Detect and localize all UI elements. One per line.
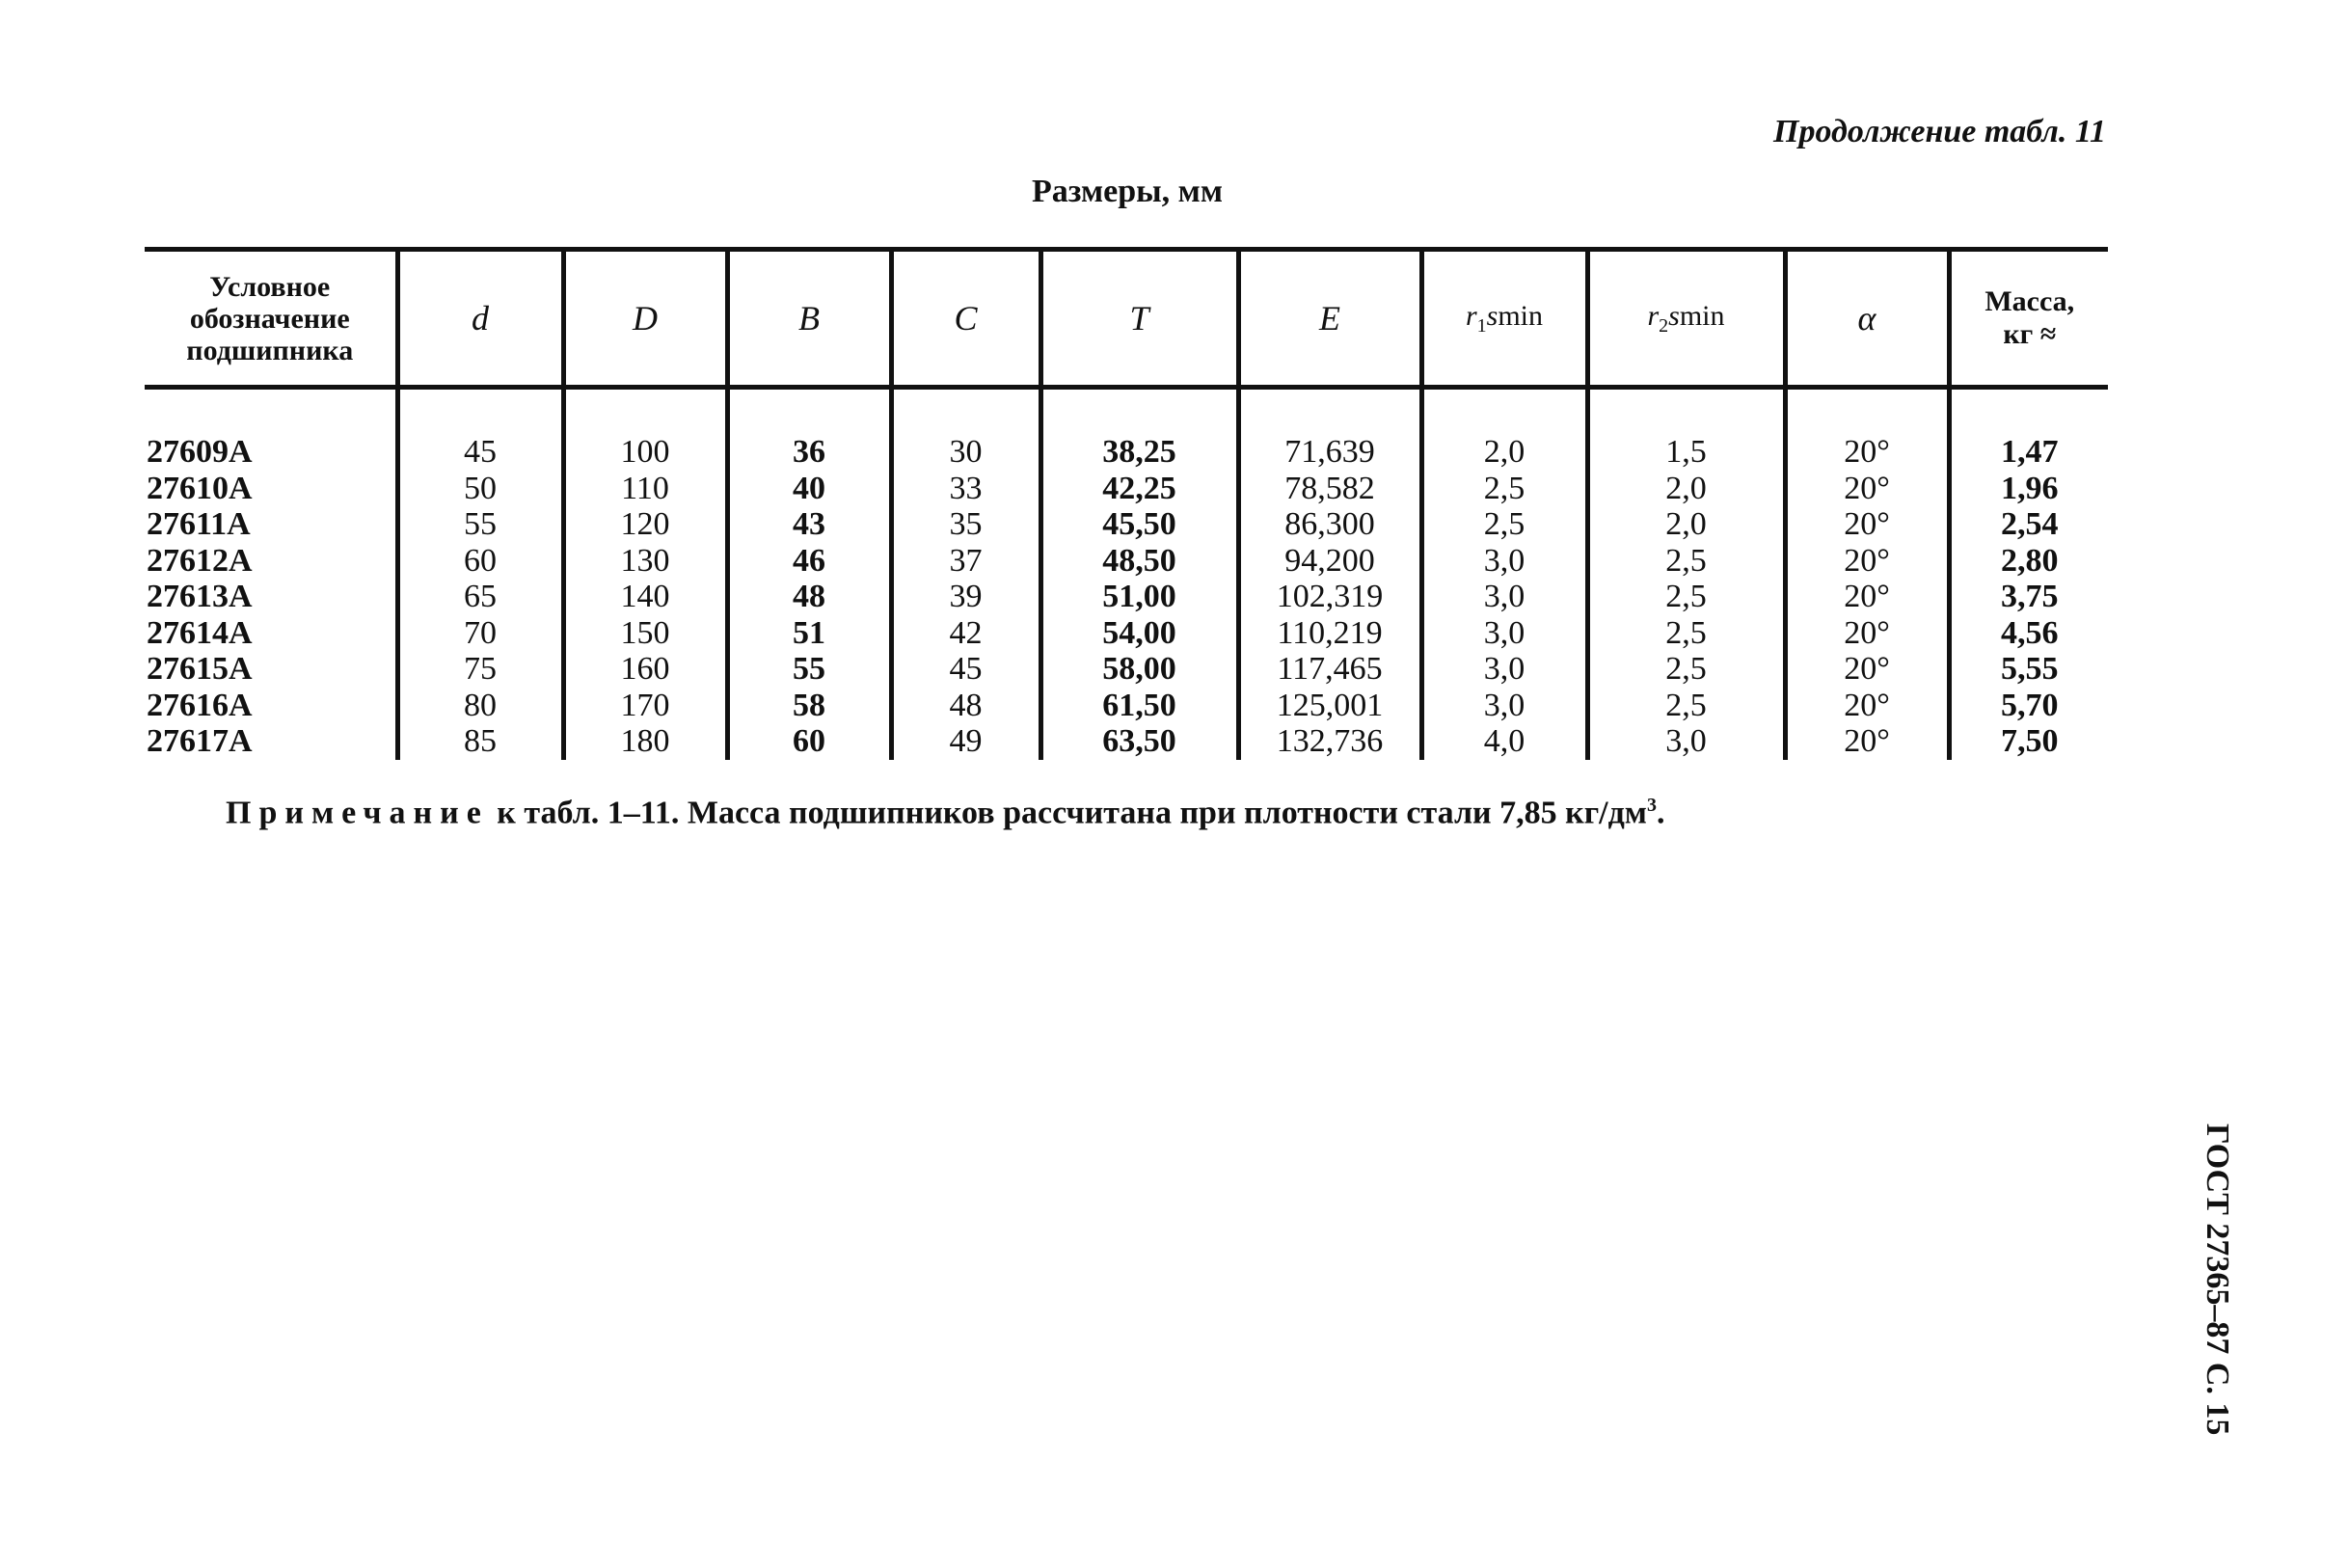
table-cell: 45 [397, 434, 563, 471]
table-row [145, 471, 2108, 507]
note-text: к табл. 1–11. Масса подшипников рассчитана при плотности стали 7,85 кг/дм [488, 795, 1647, 831]
table-cell: 7,50 [1949, 723, 2108, 760]
table-cell: 58 [727, 688, 891, 724]
table-row [145, 434, 2108, 471]
col-header-B: B [727, 250, 891, 388]
table-cell: 2,5 [1587, 615, 1785, 652]
table-cell: 36 [727, 434, 891, 471]
table-cell: 4,0 [1421, 723, 1587, 760]
table-cell: 2,5 [1421, 506, 1587, 543]
table-cell: 20° [1785, 651, 1949, 688]
table-cell: 20° [1785, 506, 1949, 543]
col-header-d: d [397, 250, 563, 388]
col-header-designation: Условное обозначение подшипника [145, 250, 397, 388]
table-cell: 78,582 [1238, 471, 1421, 507]
table-cell: 46 [727, 543, 891, 580]
table-cell: 45,50 [1040, 506, 1238, 543]
table-cell: 20° [1785, 615, 1949, 652]
col-header-r2smin: $r_2smin$ [1587, 250, 1785, 388]
table-cell: 60 [727, 723, 891, 760]
table-row [145, 688, 2108, 724]
table-cell: 20° [1785, 543, 1949, 580]
table-cell: 55 [397, 506, 563, 543]
table-note [226, 795, 1664, 831]
table-cell: 27616A [147, 687, 253, 723]
table-cell: 160 [563, 651, 727, 688]
table-cell: 27612A [147, 542, 253, 579]
table-cell: 1,47 [1949, 434, 2108, 471]
table-cell: 132,736 [1238, 723, 1421, 760]
table-cell: 55 [727, 651, 891, 688]
table-row [145, 506, 2108, 543]
table-cell: 86,300 [1238, 506, 1421, 543]
table-cell: 117,465 [1238, 651, 1421, 688]
table-cell: 3,0 [1587, 723, 1785, 760]
note-end: . [1656, 795, 1665, 831]
table-cell: 27617A [147, 723, 253, 759]
table-cell: 3,0 [1421, 579, 1587, 615]
table-cell: 2,5 [1587, 651, 1785, 688]
table-cell: 61,50 [1040, 688, 1238, 724]
table-cell: 45 [891, 651, 1040, 688]
table-cell: 130 [563, 543, 727, 580]
col-header-alpha: α [1785, 250, 1949, 388]
table-cell: 2,54 [1949, 506, 2108, 543]
table-cell: 71,639 [1238, 434, 1421, 471]
table-cell: 48 [891, 688, 1040, 724]
table-cell: 2,0 [1587, 506, 1785, 543]
table-cell: 60 [397, 543, 563, 580]
table-cell: 51 [727, 615, 891, 652]
table-cell: 20° [1785, 688, 1949, 724]
table-row [145, 579, 2108, 615]
table-cell: 27614A [147, 614, 253, 651]
table-cell: 70 [397, 615, 563, 652]
table-cell: 4,56 [1949, 615, 2108, 652]
table-cell: 39 [891, 579, 1040, 615]
table-cell: 3,0 [1421, 615, 1587, 652]
table-row [145, 543, 2108, 580]
table-cell: 2,5 [1587, 579, 1785, 615]
table-cell: 27613A [147, 579, 253, 614]
table-row [145, 651, 2108, 688]
table-cell: 54,00 [1040, 615, 1238, 652]
table-cell: 2,80 [1949, 543, 2108, 580]
table-cell: 35 [891, 506, 1040, 543]
table-cell: 5,70 [1949, 688, 2108, 724]
table-cell: 3,0 [1421, 688, 1587, 724]
table-row [145, 615, 2108, 652]
note-label: Примечание [226, 795, 489, 831]
table-cell: 2,0 [1421, 434, 1587, 471]
table-cell: 3,75 [1949, 579, 2108, 615]
table-cell: 3,0 [1421, 651, 1587, 688]
table-cell: 2,5 [1587, 688, 1785, 724]
table-cell: 20° [1785, 471, 1949, 507]
table-cell: 180 [563, 723, 727, 760]
table-cell: 5,55 [1949, 651, 2108, 688]
table-cell: 38,25 [1040, 434, 1238, 471]
table-cell: 85 [397, 723, 563, 760]
table-cell: 2,5 [1587, 543, 1785, 580]
table-cell: 42,25 [1040, 471, 1238, 507]
table-cell: 51,00 [1040, 579, 1238, 615]
table-cell: 140 [563, 579, 727, 615]
table-cell: 27615A [147, 651, 253, 687]
table-cell: 2,5 [1421, 471, 1587, 507]
table-cell: 170 [563, 688, 727, 724]
table-continuation-label: Продолжение табл. 11 [1773, 114, 2106, 149]
bearing-dimensions-table [145, 247, 2108, 760]
col-header-C: C [891, 250, 1040, 388]
table-cell: 30 [891, 434, 1040, 471]
table-cell: 75 [397, 651, 563, 688]
col-header-mass: Масса, кг ≈ [1949, 250, 2108, 388]
table-row [145, 723, 2108, 760]
col-header-T: T [1040, 250, 1238, 388]
col-header-r1smin: $r_1smin$ [1421, 250, 1587, 388]
table-cell: 48,50 [1040, 543, 1238, 580]
table-cell: 33 [891, 471, 1040, 507]
table-cell: 37 [891, 543, 1040, 580]
table-cell: 27611A [147, 506, 251, 542]
table-cell: 20° [1785, 434, 1949, 471]
table-cell: 80 [397, 688, 563, 724]
table-cell: 125,001 [1238, 688, 1421, 724]
table-body [145, 388, 2108, 760]
col-header-E: E [1238, 250, 1421, 388]
table-cell: 43 [727, 506, 891, 543]
table-cell: 1,5 [1587, 434, 1785, 471]
table-cell: 58,00 [1040, 651, 1238, 688]
table-cell: 110 [563, 471, 727, 507]
table-cell: 63,50 [1040, 723, 1238, 760]
table-cell: 50 [397, 471, 563, 507]
table-cell: 110,219 [1238, 615, 1421, 652]
table-cell: 20° [1785, 579, 1949, 615]
table-cell: 48 [727, 579, 891, 615]
table-cell: 3,0 [1421, 543, 1587, 580]
table-spacer-row [145, 388, 2108, 435]
table-cell: 100 [563, 434, 727, 471]
table-header-row [145, 250, 2108, 388]
table-cell: 120 [563, 506, 727, 543]
units-label: Размеры, мм [1032, 174, 1223, 209]
document-code: ГОСТ 27365–87 С. 15 [2200, 1123, 2235, 1436]
table-cell: 94,200 [1238, 543, 1421, 580]
table-cell: 40 [727, 471, 891, 507]
table-cell: 2,0 [1587, 471, 1785, 507]
table-cell: 65 [397, 579, 563, 615]
table-cell: 150 [563, 615, 727, 652]
note-superscript: 3 [1646, 795, 1657, 816]
table-cell: 27609A [147, 434, 253, 470]
table-cell: 1,96 [1949, 471, 2108, 507]
table-cell: 27610A [147, 470, 253, 506]
col-header-D: D [563, 250, 727, 388]
table-cell: 20° [1785, 723, 1949, 760]
table-cell: 49 [891, 723, 1040, 760]
bearing-table-container [145, 247, 2108, 760]
table-cell: 102,319 [1238, 579, 1421, 615]
table-cell: 42 [891, 615, 1040, 652]
